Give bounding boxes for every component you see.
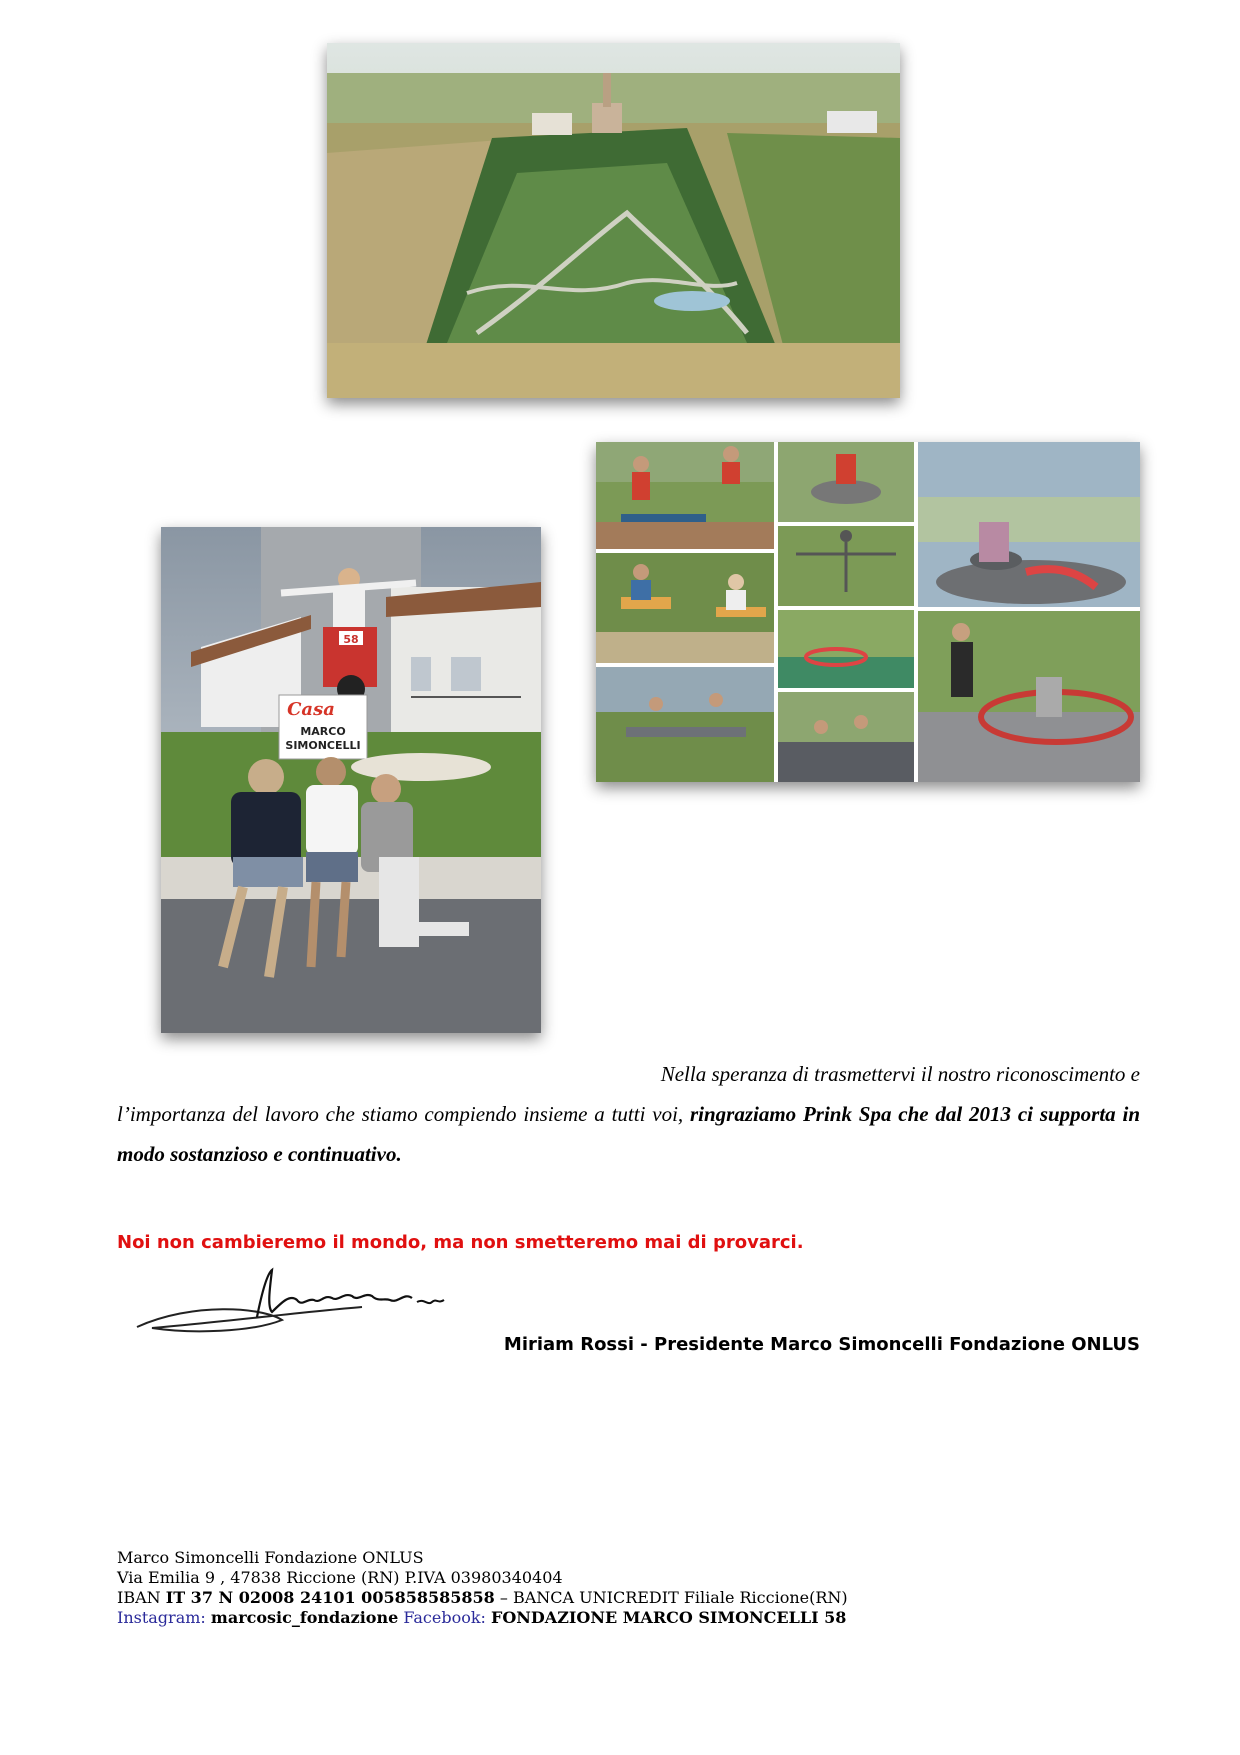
thanks-text: l’importanza del lavoro che stiamo compiendo insieme a tutti voi, (117, 1102, 690, 1126)
sign-marco: MARCO (300, 725, 346, 738)
facebook-label: Facebook: (398, 1608, 491, 1627)
bike-number: 58 (343, 633, 359, 646)
signer-name: Miriam Rossi - Presidente Marco Simoncelli Fondazione ONLUS (503, 1334, 1140, 1355)
motto: Noi non cambieremo il mondo, ma non smetteremo mai di provarci. (117, 1232, 804, 1253)
iban-label: IBAN (117, 1588, 166, 1607)
iban-value: IT 37 N 02008 24101 005858585858 (165, 1588, 495, 1607)
instagram-label: Instagram: (117, 1608, 211, 1627)
aerial-park-photo (327, 43, 900, 398)
sign-simoncelli: SIMONCELLI (285, 739, 361, 752)
signature-image (132, 1262, 492, 1342)
footer-org: Marco Simoncelli Fondazione ONLUS (117, 1548, 424, 1567)
intro-line: Nella speranza di trasmettervi il nostro riconoscimento e (660, 1062, 1140, 1086)
sign-casa: Casa (287, 699, 335, 720)
facebook-page[interactable]: FONDAZIONE MARCO SIMONCELLI 58 (491, 1608, 847, 1627)
thanks-bold: ringraziamo Prink Spa che dal 2013 ci supporta in modo sostanzioso e continuativo. (117, 1102, 1140, 1166)
footer-social (117, 1608, 848, 1628)
bank-name: – BANCA UNICREDIT Filiale Riccione(RN) (494, 1588, 848, 1607)
instagram-handle[interactable]: marcosic_fondazione (210, 1608, 399, 1627)
footer-iban (117, 1588, 848, 1608)
thanks-paragraph (117, 1094, 1140, 1174)
footer (117, 1548, 848, 1628)
playground-collage (596, 442, 1140, 782)
footer-address: Via Emilia 9 , 47838 Riccione (RN) P.IVA 03980340404 (117, 1568, 563, 1587)
casa-simoncelli-photo (161, 527, 541, 1033)
